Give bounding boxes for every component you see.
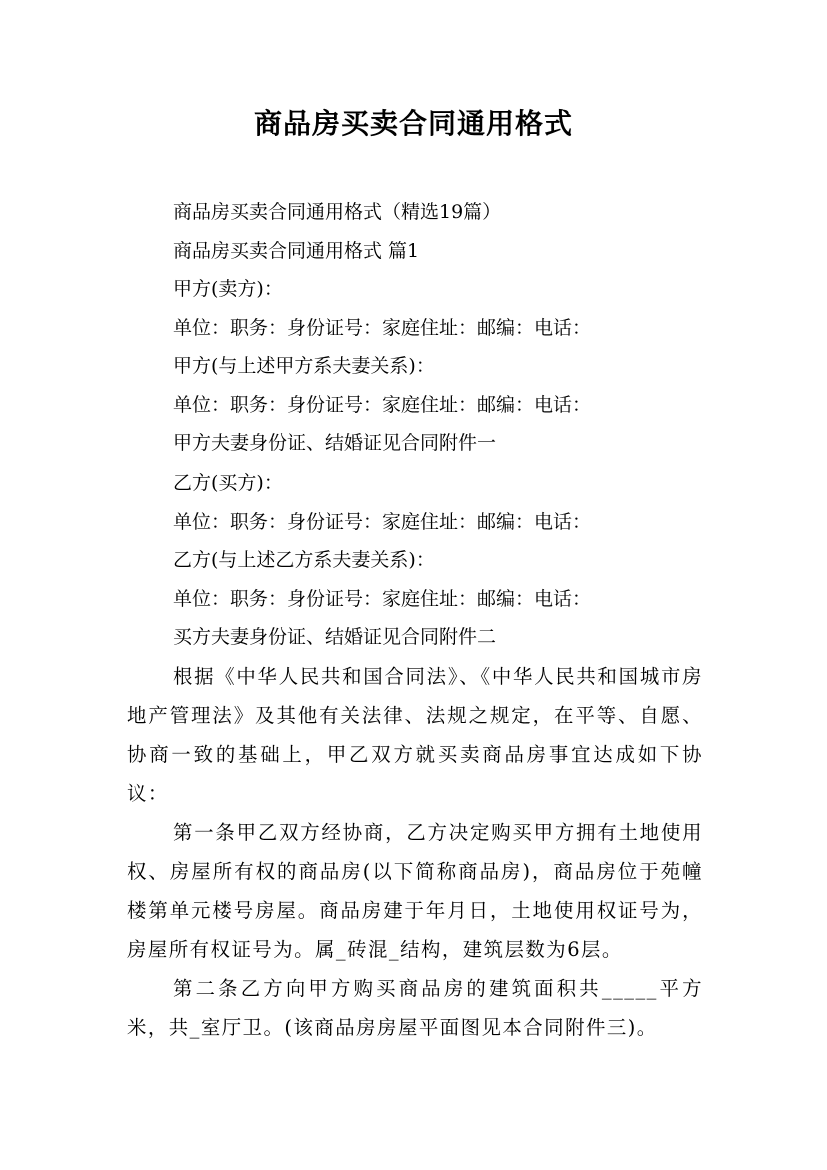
party-a-attachment-note: 甲方夫妻身份证、结婚证见合同附件一 xyxy=(173,432,497,454)
party-b-label: 乙方(买方)： xyxy=(173,472,283,494)
subtitle-line: 商品房买卖合同通用格式（精选19篇） xyxy=(173,201,502,223)
article-2-paragraph: 第二条乙方向甲方购买商品房的建筑面积共_____平方米，共_室厅卫。(该商品房房屋平面图见本合同附件三)。 xyxy=(127,977,703,1039)
party-b-attachment-note: 买方夫妻身份证、结婚证见合同附件二 xyxy=(173,626,497,648)
party-b-fields: 单位：职务：身份证号：家庭住址：邮编：电话： xyxy=(173,511,592,533)
document-title: 商品房买卖合同通用格式 xyxy=(253,107,573,140)
party-a-spouse-label: 甲方(与上述甲方系夫妻关系)： xyxy=(173,355,435,377)
party-b-spouse-fields: 单位：职务：身份证号：家庭住址：邮编：电话： xyxy=(173,588,592,610)
party-a-fields: 单位：职务：身份证号：家庭住址：邮编：电话： xyxy=(173,317,592,339)
article-1-paragraph: 第一条甲乙双方经协商，乙方决定购买甲方拥有土地使用权、房屋所有权的商品房(以下简称商品房)，商品房位于苑幢楼第单元楼号房屋。商品房建于年月日，土地使用权证号为，房屋所有权证号为。属_砖混_结构，建筑层数为6层。 xyxy=(127,821,703,961)
preamble-paragraph: 根据《中华人民共和国合同法》、《中华人民共和国城市房地产管理法》及其他有关法律、法规之规定，在平等、自愿、协商一致的基础上，甲乙双方就买卖商品房事宜达成如下协议： xyxy=(127,665,703,805)
party-a-label: 甲方(卖方)： xyxy=(173,278,283,300)
party-b-spouse-label: 乙方(与上述乙方系夫妻关系)： xyxy=(173,549,435,571)
party-a-spouse-fields: 单位：职务：身份证号：家庭住址：邮编：电话： xyxy=(173,394,592,416)
section-heading: 商品房买卖合同通用格式 篇1 xyxy=(173,240,420,262)
